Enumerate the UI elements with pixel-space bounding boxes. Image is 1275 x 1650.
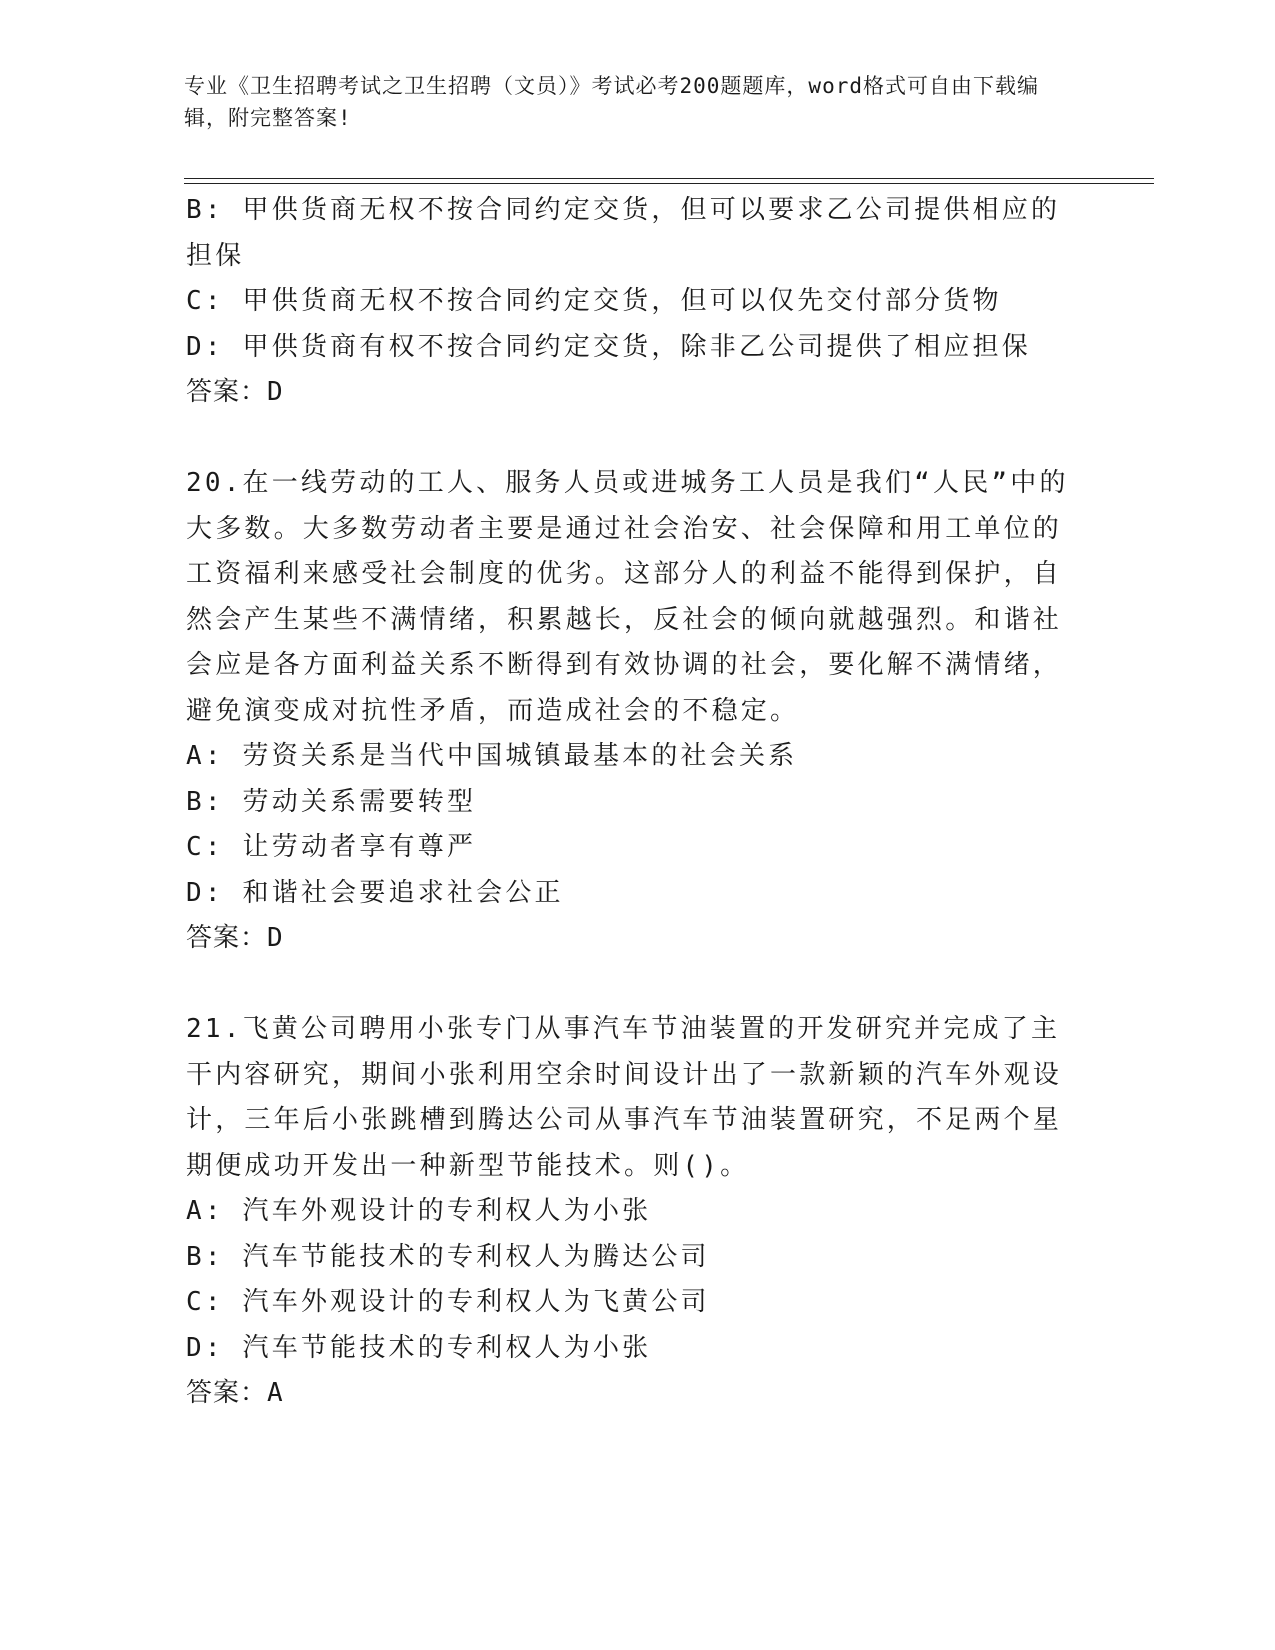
option-d: D: 和谐社会要追求社会公正 (186, 877, 564, 908)
question-block-prev (186, 188, 1076, 416)
document-body (186, 188, 1076, 1417)
option-a: A: 劳资关系是当代中国城镇最基本的社会关系 (186, 741, 798, 771)
spacer (186, 416, 1076, 462)
option-c: C: 甲供货商无权不按合同约定交货，但可以仅先交付部分货物 (186, 286, 1002, 316)
question-block-21 (186, 1007, 1076, 1417)
header-divider-top (184, 178, 1154, 179)
option-c: C: 汽车外观设计的专利权人为飞黄公司 (186, 1287, 710, 1317)
answer-line: 答案：D (186, 377, 284, 407)
question-block-20 (186, 461, 1076, 962)
option-c: C: 让劳动者享有尊严 (186, 832, 477, 862)
page-header (184, 70, 1064, 134)
header-divider-bottom (184, 183, 1154, 184)
option-b: B: 劳动关系需要转型 (186, 786, 477, 817)
header-title: 专业《卫生招聘考试之卫生招聘（文员）》考试必考200题题库，word格式可自由下载编辑，附完整答案! (184, 74, 1039, 130)
option-d: D: 甲供货商有权不按合同约定交货，除非乙公司提供了相应担保 (186, 331, 1031, 362)
option-a: A: 汽车外观设计的专利权人为小张 (186, 1196, 652, 1226)
spacer (186, 962, 1076, 1008)
answer-line: 答案：D (186, 923, 284, 953)
option-d: D: 汽车节能技术的专利权人为小张 (186, 1332, 652, 1363)
answer-line: 答案：A (186, 1378, 284, 1408)
question-stem: 20.在一线劳动的工人、服务人员或进城务工人员是我们“人民”中的大多数。大多数劳动者主要是通过社会治安、社会保障和用工单位的工资福利来感受社会制度的优劣。这部分人的利益不能得到保护，自然会产生某些不满情绪，积累越长，反社会的倾向就越强烈。和谐社会应是各方面利益关系不断得到有效协调的社会，要化解不满情绪，避免演变成对抗性矛盾，而造成社会的不稳定。 (186, 468, 1069, 726)
option-b: B: 汽车节能技术的专利权人为腾达公司 (186, 1241, 710, 1272)
question-stem: 21.飞黄公司聘用小张专门从事汽车节油装置的开发研究并完成了主干内容研究，期间小张利用空余时间设计出了一款新颖的汽车外观设计，三年后小张跳槽到腾达公司从事汽车节油装置研究，不足两个星期便成功开发出一种新型节能技术。则()。 (186, 1014, 1063, 1181)
option-b: B: 甲供货商无权不按合同约定交货，但可以要求乙公司提供相应的担保 (186, 195, 1061, 271)
